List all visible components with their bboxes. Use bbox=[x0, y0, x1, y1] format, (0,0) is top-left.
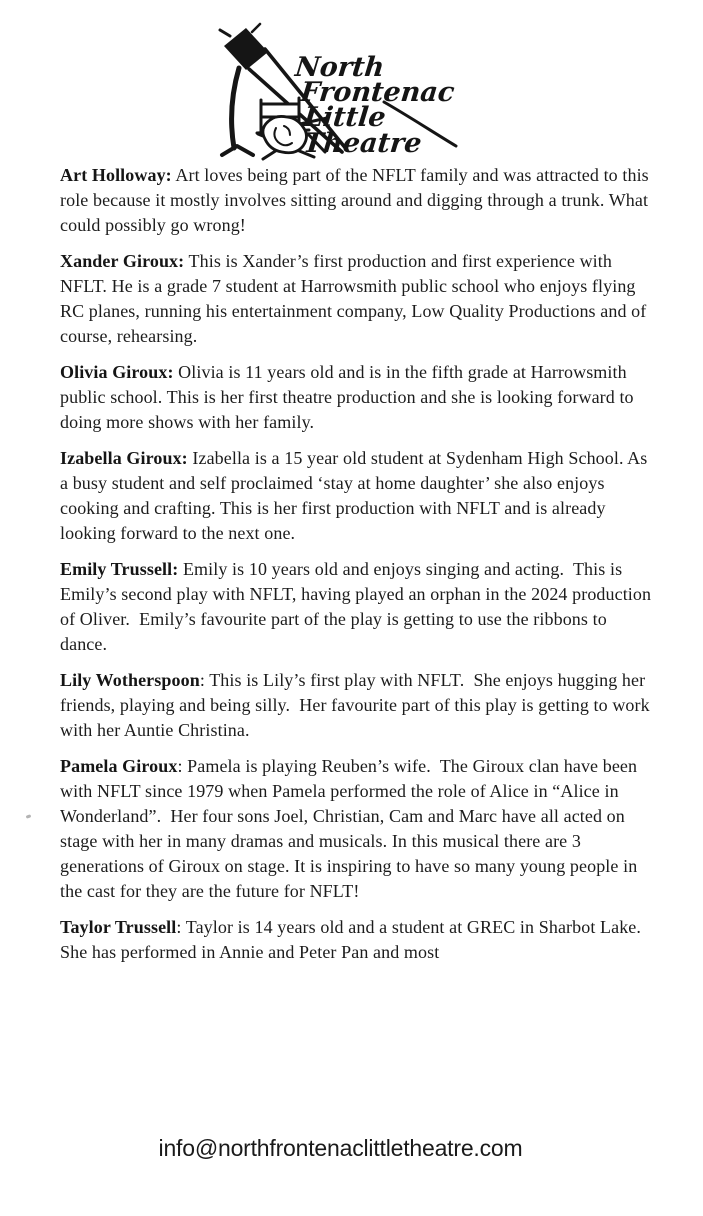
bio-taylor-trussell bbox=[60, 915, 654, 965]
bio-text: : Taylor is 14 years old and a student at GREC in Sharbot Lake. She has performed in Annie and Peter Pan and most bbox=[60, 917, 646, 962]
bio-izabella-giroux bbox=[60, 446, 654, 546]
bio-text: This is Xander’s first production and first experience with NFLT. He is a grade 7 student at Harrowsmith public school who enjoys flying RC planes, running his entertainment company, Low Quality Productions and of course, rehearsing. bbox=[60, 251, 651, 346]
nflt-logo bbox=[208, 22, 616, 166]
jacket-icon bbox=[263, 116, 307, 152]
cast-bios-section bbox=[60, 163, 654, 976]
spotlight-stand bbox=[222, 68, 253, 155]
cast-member-name: Xander Giroux: bbox=[60, 251, 185, 271]
bio-text: Izabella is a 15 year old student at Sydenham High School. As a busy student and self proclaimed ‘stay at home daughter’ she also enjoys cooking and crafting. This is her first production with NFLT and is already looking forward to the next one. bbox=[60, 448, 653, 543]
contact-email: info@northfrontenaclittletheatre.com bbox=[158, 1135, 523, 1161]
logo-line-little: Little bbox=[302, 102, 388, 133]
bio-emily-trussell bbox=[60, 557, 654, 657]
nflt-logo-illustration bbox=[208, 22, 616, 166]
cast-member-name: Izabella Giroux: bbox=[60, 448, 188, 468]
cast-member-name: Taylor Trussell bbox=[60, 917, 177, 937]
cast-member-name: Pamela Giroux bbox=[60, 756, 178, 776]
bio-olivia-giroux bbox=[60, 360, 654, 435]
logo-line-frontenac: Frontenac bbox=[298, 77, 456, 108]
bio-text: Olivia is 11 years old and is in the fifth grade at Harrowsmith public school. This is her first theatre production and she is looking forward to doing more shows with her family. bbox=[60, 362, 639, 432]
bio-art-holloway bbox=[60, 163, 654, 238]
bio-text: : Pamela is playing Reuben’s wife. The Giroux clan have been with NFLT since 1979 when Pamela performed the role of Alice in “Alice in Wonderland”. Her four sons Joel, Christian, Cam and Marc have all acted on stage with her in many dramas and musicals. In this musical there are 3 generations of Giroux on stage. It is inspiring to have so many young people in the cast for they are the future for NFLT! bbox=[60, 756, 642, 901]
bio-text: Art loves being part of the NFLT family and was attracted to this role because it mostly involves sitting around and digging through a trunk. What could possibly go wrong! bbox=[60, 165, 654, 235]
bio-text: Emily is 10 years old and enjoys singing and acting. This is Emily’s second play with NFLT, having played an orphan in the 2024 production of Oliver. Emily’s favourite part of the play is getting to use the ribbons to dance. bbox=[60, 559, 656, 654]
cast-member-name: Olivia Giroux: bbox=[60, 362, 174, 382]
scan-artifact-dot bbox=[26, 814, 32, 819]
cast-member-name: Lily Wotherspoon bbox=[60, 670, 200, 690]
logo-line-theatre: Theatre bbox=[301, 128, 424, 159]
cast-member-name: Art Holloway: bbox=[60, 165, 172, 185]
bio-pamela-giroux bbox=[60, 754, 654, 904]
logo-line-north: North bbox=[293, 52, 386, 83]
bio-xander-giroux bbox=[60, 249, 654, 349]
bio-text: : This is Lily’s first play with NFLT. She enjoys hugging her friends, playing and being silly. Her favourite part of this play is getting to work with her Auntie Christina. bbox=[60, 670, 655, 740]
bio-lily-wotherspoon bbox=[60, 668, 654, 743]
cast-member-name: Emily Trussell: bbox=[60, 559, 179, 579]
spotlight-icon bbox=[220, 24, 268, 70]
